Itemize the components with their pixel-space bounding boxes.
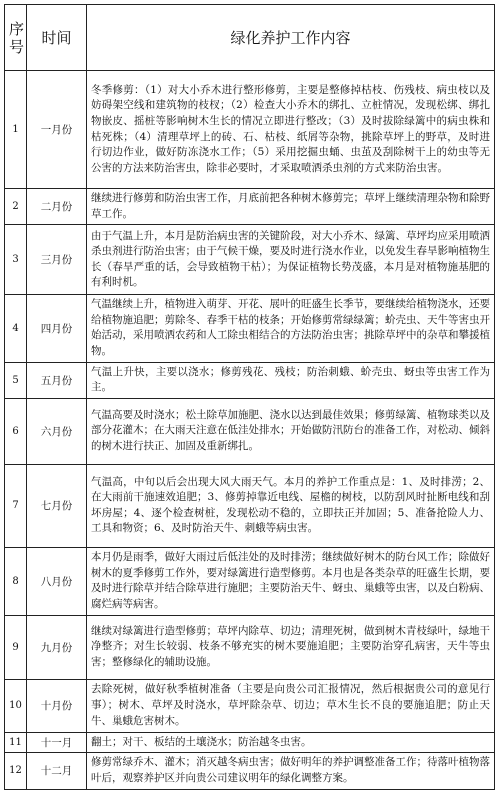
row-month: 十一月: [27, 732, 87, 753]
row-number: 6: [5, 398, 27, 464]
row-number: 4: [5, 295, 27, 362]
row-number: 3: [5, 225, 27, 295]
header-content: 绿化养护工作内容: [87, 5, 495, 71]
row-month: 九月份: [27, 615, 87, 679]
table-row: [5, 225, 495, 295]
table-row: [5, 679, 495, 732]
row-content: 气温高要及时浇水；松土除草加施肥、浇水以达到最佳效果；修剪绿篱、植物球类以及部分花灌木；在大雨天注意在低洼处排水；开始做防汛防台的准备工作，对松动、倾斜的树木进行扶正、加固及重新绑扎。: [87, 398, 495, 464]
table-row: [5, 295, 495, 362]
table-row: [5, 464, 495, 547]
table-row: [5, 732, 495, 753]
table-row: [5, 753, 495, 789]
row-number: 1: [5, 71, 27, 189]
row-content: 修剪常绿乔木、灌木；消灭越冬病虫害；做好明年的养护调整准备工作；待落叶植物落叶后，观察养护区并向贵公司建议明年的绿化调整方案。: [87, 753, 495, 789]
row-month: 二月份: [27, 189, 87, 225]
row-content: 继续进行修剪和防治虫害工作，月底前把各种树木修剪完；草坪上继续清理杂物和除野草工作。: [87, 189, 495, 225]
row-month: 六月份: [27, 398, 87, 464]
row-number: 7: [5, 464, 27, 547]
row-month: 十月份: [27, 679, 87, 732]
row-content: 冬季修剪：（1）对大小乔木进行整形修剪，主要是整修掉枯枝、伤残枝、病虫枝以及妨碍架空线和建筑物的枝杈；（2）检查大小乔木的绑扎、立桩情况，发现松绑、绑扎物嵌皮、摇桩等影响树木生长的情况立即进行整改；（3）及时拔除绿篱中的病虫株和枯死株；（4）清理草坪上的砖、石、枯枝、纸屑等杂物，挑除草坪上的野草，及时进行切边作业，做好防冻浇水工作；（5）采用挖掘虫蛹、虫茧及刮除树干上的幼虫等无公害的方法来防治害虫，除非必要时，才采取喷洒杀虫剂的方式来防治虫害。: [87, 71, 495, 189]
header-time: 时间: [27, 5, 87, 71]
table-row: [5, 71, 495, 189]
row-month: 四月份: [27, 295, 87, 362]
row-content: 翻土；对干、板结的土壤浇水；防治越冬虫害。: [87, 732, 495, 753]
table-header-row: [5, 5, 495, 71]
maintenance-table: [4, 4, 495, 790]
row-content: 本月仍是雨季，做好大雨过后低洼处的及时排涝；继续做好树木的防台风工作；除做好树木的夏季修剪工作外，要对绿篱进行造型修剪。本月也是各类杂草的旺盛生长期，要及时进行除草并结合除草进行施肥；主要防治天牛、蚜虫、巢蛾等虫害，以及白粉病、腐烂病等病害。: [87, 547, 495, 615]
row-content: 继续对绿篱进行造型修剪；草坪内除草、切边；清理死树，做到树木青枝绿叶，绿地干净整齐；对生长较弱、枝条不够充实的树木要施追肥；主要防治穿孔病害，天牛等虫害；整修绿化的辅助设施。: [87, 615, 495, 679]
row-number: 2: [5, 189, 27, 225]
row-number: 12: [5, 753, 27, 789]
row-month: 一月份: [27, 71, 87, 189]
header-number: 序号: [5, 5, 27, 71]
row-content: 气温上升快，主要以浇水；修剪残花、残枝；防治刺蛾、蚧壳虫、蚜虫等虫害工作为主。: [87, 362, 495, 398]
row-content: 由于气温上升，本月是防治病虫害的关键阶段，对大小乔木、绿篱、草坪均应采用喷洒杀虫剂进行防治虫害；由于气候干燥，要及时进行浇水作业，以免发生春旱影响植物生长（春旱严重的话，会导致植物干枯）；为保证植物长势茂盛，本月是对植物施基肥的有利时机。: [87, 225, 495, 295]
row-number: 11: [5, 732, 27, 753]
row-content: 气温高，中旬以后会出现大风大雨天气。本月的养护工作重点是：1、及时排涝；2、在大雨前干施速效追肥；3、修剪掉靠近电线、屋檐的树枝，以防刮风时扯断电线和刮坏房屋；4、逐个检查树桩，发现松动不稳的，立即扶正并加固；5、准备抢险人力、工具和物资；6、及时防治天牛、刺蛾等病虫害。: [87, 464, 495, 547]
row-number: 8: [5, 547, 27, 615]
row-number: 9: [5, 615, 27, 679]
table-row: [5, 398, 495, 464]
table-row: [5, 615, 495, 679]
row-month: 五月份: [27, 362, 87, 398]
table-row: [5, 547, 495, 615]
row-month: 八月份: [27, 547, 87, 615]
table-row: [5, 362, 495, 398]
row-content: 去除死树，做好秋季植树准备（主要是向贵公司汇报情况，然后根据贵公司的意见行事）；树木、草坪及时浇水，草坪除杂草、切边；草木生长不良的要施追肥；防止天牛、巢蛾危害树木。: [87, 679, 495, 732]
row-month: 三月份: [27, 225, 87, 295]
table-row: [5, 189, 495, 225]
row-month: 十二月: [27, 753, 87, 789]
row-number: 10: [5, 679, 27, 732]
row-month: 七月份: [27, 464, 87, 547]
row-number: 5: [5, 362, 27, 398]
row-content: 气温继续上升，植物进入萌芽、开花、展叶的旺盛生长季节，要继续给植物浇水，还要给植物施追肥；剪除冬、春季干枯的枝条；开始修剪常绿绿篱；蚧壳虫、天牛等害虫开始活动，采用喷洒农药和人工除虫相结合的方法防治虫害；挑除草坪中的杂草和攀援植物。: [87, 295, 495, 362]
